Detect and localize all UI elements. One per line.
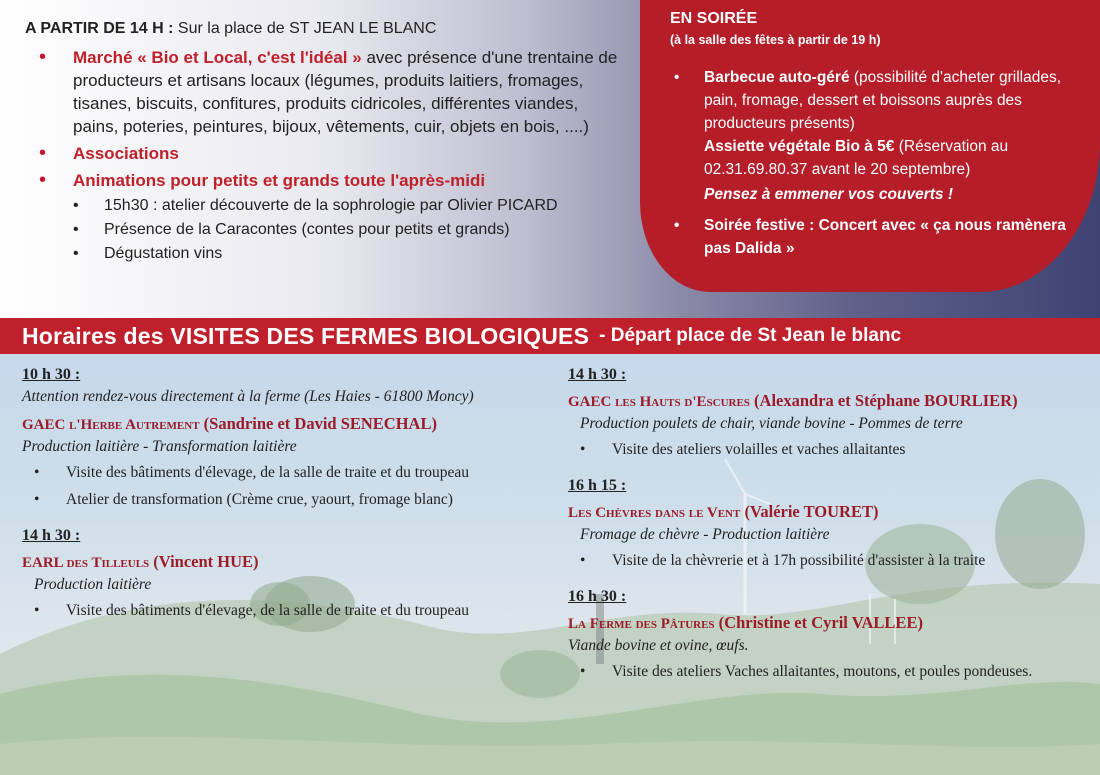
banner-title: Horaires des VISITES DES FERMES BIOLOGIQUES [22,322,590,349]
evening-subtitle: (à la salle des fêtes à partir de 19 h) [670,33,881,47]
list-item: • Visite des ateliers Vaches allaitantes, moutons, et poules pondeuses. [568,660,1068,683]
visits-right-column [568,366,1068,687]
market-text: avec présence d'une trentaine de producteurs et artisans locaux (légumes, produits laitiers, fromages, tisanes, biscuits, confitures, produits cidricoles, différentes viandes, pains, poteries, peintures, bijoux, vêtements, cuir, objets en bois, ....) [73,48,618,136]
visit-time: 14 h 30 : [22,527,81,544]
farm-people: (Valérie TOURET) [744,502,879,521]
list-item [25,46,625,138]
sub-list-item: • Dégustation vins [73,242,625,266]
afternoon-list [25,46,625,266]
visit-time: 14 h 30 : [568,366,627,383]
afternoon-header [25,20,625,38]
bbq-title: Barbecue auto-géré [704,69,850,86]
evening-list [670,66,1085,260]
list-item [670,66,1085,206]
visits-left-column [22,366,517,626]
evening-title: EN SOIRÉE [670,10,758,27]
farm-name [568,390,1068,413]
farm-title: EARL des Tilleuls [22,555,150,571]
evening-panel [640,0,1100,292]
top-section [0,0,1100,318]
afternoon-header-place: Sur la place de ST JEAN LE BLANC [177,20,437,37]
list-item [25,142,625,165]
visit-activities [568,549,1068,572]
visits-banner [0,318,1100,354]
visit-block [22,366,517,511]
farm-production: Viande bovine et ovine, œufs. [568,637,749,654]
farm-production: Fromage de chèvre - Production laitière [580,526,830,543]
list-item: • Visite des bâtiments d'élevage, de la salle de traite et du troupeau [22,461,517,484]
farm-production: Production laitière [34,576,152,593]
visit-block [568,366,1068,461]
assiette-text: (Réservation au 02.31.69.80.37 avant le 20 septembre) [704,138,1009,178]
visit-block [22,527,517,622]
farm-people: (Sandrine et David SENECHAL) [203,414,437,433]
visit-activities [568,438,1068,461]
farm-title: GAEC l'Herbe Autrement [22,417,200,433]
list-item: • Visite de la chèvrerie et à 17h possibilité d'assister à la traite [568,549,1068,572]
farm-people: (Alexandra et Stéphane BOURLIER) [754,391,1018,410]
farm-name [568,612,1068,635]
farm-people: (Vincent HUE) [153,552,259,571]
visit-block [568,477,1068,572]
farm-name [22,413,517,436]
festive-text: Soirée festive : Concert avec « ça nous ramènera pas Dalida » [704,217,1066,257]
farm-title: La Ferme des Pâtures [568,616,715,632]
animations-sublist [73,194,625,266]
list-item: • Visite des ateliers volailles et vaches allaitantes [568,438,1068,461]
list-item [670,214,1085,260]
couverts-note: Pensez à emmener vos couverts ! [704,186,953,203]
animations-title: Animations pour petits et grands toute l'après-midi [73,171,486,190]
banner-subtitle: - Départ place de St Jean le blanc [599,325,902,346]
farm-production: Production laitière - Transformation laitière [22,438,297,455]
assiette-title: Assiette végétale Bio à 5€ [704,138,895,155]
farm-production: Production poulets de chair, viande bovine - Pommes de terre [580,415,963,432]
farm-name [22,551,517,574]
farm-people: (Christine et Cyril VALLEE) [718,613,923,632]
list-item [25,169,625,266]
visit-activities [22,599,517,622]
list-item: • Visite des bâtiments d'élevage, de la salle de traite et du troupeau [22,599,517,622]
afternoon-program [25,20,625,270]
associations-title: Associations [73,144,179,163]
market-title: Marché « Bio et Local, c'est l'idéal » [73,48,362,67]
visit-note: Attention rendez-vous directement à la ferme (Les Haies - 61800 Moncy) [22,388,474,405]
bbq-text: (possibilité d'acheter grillades, pain, fromage, dessert et boissons auprès des producteurs présents) [704,69,1062,132]
farm-title: GAEC les Hauts d'Escures [568,394,750,410]
visit-time: 16 h 15 : [568,477,627,494]
sub-list-item: • 15h30 : atelier découverte de la sophrologie par Olivier PICARD [73,194,625,218]
list-item: • Atelier de transformation (Crème crue, yaourt, fromage blanc) [22,488,517,511]
farm-title: Les Chèvres dans le Vent [568,505,741,521]
visit-time: 10 h 30 : [22,366,81,383]
visit-block [568,588,1068,683]
visit-activities [568,660,1068,683]
farm-name [568,501,1068,524]
visit-time: 16 h 30 : [568,588,627,605]
visit-activities [22,461,517,511]
afternoon-header-time: A PARTIR DE 14 H : [25,20,174,37]
landscape-section [0,354,1100,775]
sub-list-item: • Présence de la Caracontes (contes pour petits et grands) [73,218,625,242]
